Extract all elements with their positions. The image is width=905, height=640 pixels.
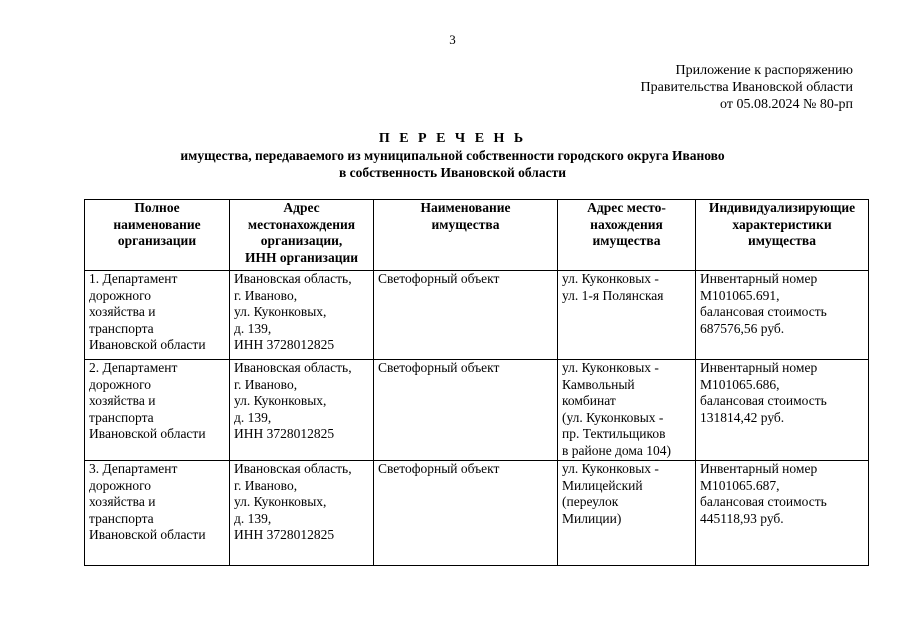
cell-property-name (374, 461, 558, 566)
title-line: в собственность Ивановской области (338, 165, 567, 180)
cell-text: ИНН 3728012825 (234, 426, 335, 441)
appendix-date-line: от 05.08.2024 № 80-рп (720, 97, 853, 112)
table-row (85, 461, 869, 566)
header-text: Полное (134, 200, 180, 215)
cell-text: 687576,56 руб. (700, 320, 785, 336)
document-title (0, 130, 905, 181)
cell-text: Светофорный объект (378, 461, 500, 476)
cell-text: 3. Департамент (89, 461, 178, 476)
cell-text: балансовая стоимость (700, 304, 827, 319)
cell-text: дорожного (89, 477, 152, 493)
cell-text: М101065.691, (700, 287, 780, 303)
cell-text: 445118,93 руб. (700, 510, 784, 526)
header-text: ИНН организации (244, 249, 359, 265)
cell-text: (переулок (562, 494, 619, 509)
cell-text: Ивановской области (89, 426, 206, 441)
cell-text: Ивановской области (89, 527, 206, 542)
cell-text: Ивановская область, (234, 271, 352, 286)
cell-text: 2. Департамент (89, 360, 178, 375)
cell-text: комбинат (562, 393, 616, 408)
cell-text: г. Иваново, (234, 376, 298, 392)
cell-text: ул. Куконковых - (562, 461, 659, 476)
cell-text: в районе дома 104) (562, 442, 671, 458)
header-text: Адрес место- (587, 200, 666, 215)
cell-text: ИНН 3728012825 (234, 337, 335, 352)
cell-text: М101065.686, (700, 376, 780, 392)
cell-text: М101065.687, (700, 477, 780, 493)
appendix-line: Правительства Ивановской области (640, 80, 853, 95)
header-text: имущества (431, 216, 500, 232)
cell-text: хозяйства и (89, 494, 156, 509)
property-table (84, 199, 869, 566)
cell-text: д. 139, (234, 320, 272, 336)
cell-characteristics (696, 461, 869, 566)
header-text: имущества (592, 233, 661, 248)
appendix-note (641, 62, 853, 113)
appendix-line: Приложение к распоряжению (675, 63, 853, 78)
header-property-name (374, 200, 558, 271)
cell-text: Светофорный объект (378, 360, 500, 375)
cell-text: 1. Департамент (89, 271, 178, 286)
cell-text: ул. Куконковых, (234, 494, 327, 509)
cell-text: Милиции) (562, 510, 622, 526)
cell-characteristics (696, 360, 869, 461)
header-text: организации (117, 233, 197, 248)
cell-property-name (374, 271, 558, 360)
cell-text: дорожного (89, 376, 152, 392)
cell-text: д. 139, (234, 510, 272, 526)
cell-text: ИНН 3728012825 (234, 527, 335, 542)
cell-org-address (230, 271, 374, 360)
cell-text: ул. Куконковых, (234, 304, 327, 319)
header-property-location (558, 200, 696, 271)
table-header-row (85, 200, 869, 271)
cell-text: хозяйства и (89, 304, 156, 319)
cell-text: Ивановская область, (234, 360, 352, 375)
cell-organization (85, 461, 230, 566)
cell-text: Ивановская область, (234, 461, 352, 476)
cell-text: д. 139, (234, 409, 272, 425)
cell-text: 131814,42 руб. (700, 409, 785, 425)
title-line: имущества, передаваемого из муниципальной собственности городского округа Иваново (180, 148, 725, 163)
cell-text: ул. Куконковых - (562, 360, 659, 375)
cell-text: ул. 1-я Полянская (562, 287, 664, 303)
title-main: П Е Р Е Ч Е Н Ь (378, 131, 527, 146)
cell-text: Инвентарный номер (700, 461, 818, 476)
cell-text: г. Иваново, (234, 287, 298, 303)
cell-text: Инвентарный номер (700, 271, 818, 286)
table-row (85, 360, 869, 461)
cell-text: Милицейский (562, 477, 643, 493)
cell-text: дорожного (89, 287, 152, 303)
header-text: Наименование (420, 200, 511, 215)
header-text: организации, (260, 233, 343, 248)
cell-text: Светофорный объект (378, 271, 500, 286)
cell-text: пр. Тектильщиков (562, 426, 666, 441)
cell-text: ул. Куконковых - (562, 271, 659, 286)
header-organization-name (85, 200, 230, 271)
page-number: 3 (449, 32, 456, 47)
cell-org-address (230, 461, 374, 566)
cell-text: ул. Куконковых, (234, 393, 327, 408)
cell-text: (ул. Куконковых - (562, 409, 664, 425)
cell-organization (85, 271, 230, 360)
header-property-characteristics (696, 200, 869, 271)
cell-text: транспорта (89, 510, 154, 526)
cell-property-location (558, 360, 696, 461)
table-row (85, 271, 869, 360)
cell-text: г. Иваново, (234, 477, 298, 493)
header-text: наименование (113, 216, 201, 232)
cell-property-location (558, 461, 696, 566)
header-text: нахождения (590, 216, 663, 232)
cell-text: Камвольный (562, 376, 635, 392)
cell-organization (85, 360, 230, 461)
cell-property-name (374, 360, 558, 461)
cell-text: балансовая стоимость (700, 393, 827, 408)
cell-text: транспорта (89, 409, 154, 425)
cell-text: Инвентарный номер (700, 360, 818, 375)
header-text: местонахождения (247, 216, 356, 232)
cell-text: транспорта (89, 320, 154, 336)
header-text: Адрес (283, 200, 320, 215)
header-text: Индивидуализирующие (708, 200, 856, 215)
cell-property-location (558, 271, 696, 360)
cell-text: Ивановской области (89, 337, 206, 352)
cell-org-address (230, 360, 374, 461)
header-text: характеристики (732, 216, 832, 232)
cell-text: балансовая стоимость (700, 494, 827, 509)
cell-text: хозяйства и (89, 393, 156, 408)
header-organization-address (230, 200, 374, 271)
cell-characteristics (696, 271, 869, 360)
header-text: имущества (748, 233, 816, 248)
